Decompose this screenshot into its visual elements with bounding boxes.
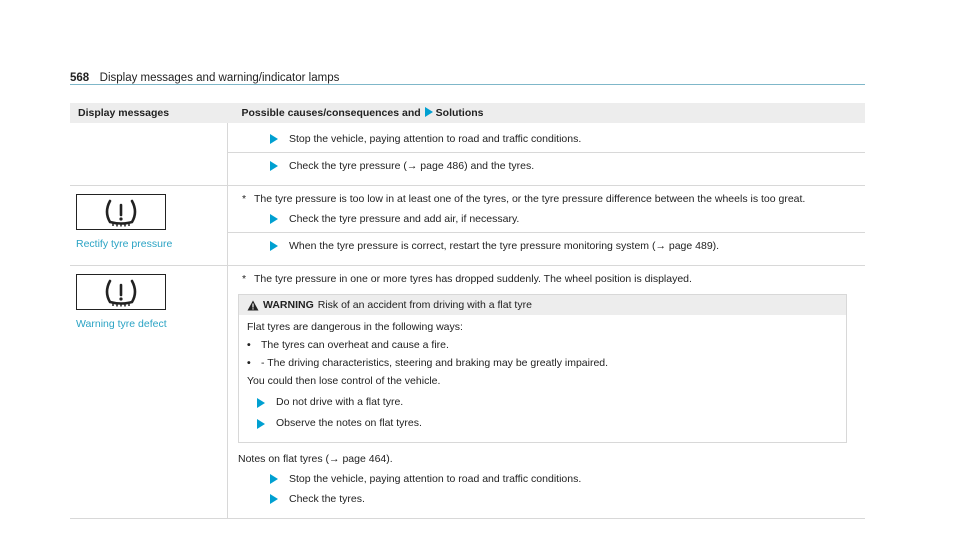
step-text: Check the tyre pressure (→ page 486) and the tyres. xyxy=(289,160,535,172)
step-text: Check the tyres. xyxy=(289,493,365,505)
row2-causes-cell xyxy=(228,266,866,519)
arrow-right-icon xyxy=(425,107,433,117)
cause-marker: * xyxy=(242,273,247,285)
bullet-dot: • xyxy=(247,357,251,369)
arrow-right-icon xyxy=(270,494,278,504)
solution-step xyxy=(270,212,857,226)
table-header-row xyxy=(70,103,865,123)
arrow-right-icon xyxy=(257,419,265,429)
arrow-right-icon xyxy=(270,474,278,484)
table-row xyxy=(70,266,865,519)
warning-step xyxy=(257,417,838,430)
display-messages-table xyxy=(70,103,865,519)
step-text: Observe the notes on flat tyres. xyxy=(276,417,422,429)
col-solutions-header: Solutions xyxy=(435,107,484,119)
cause-description: The tyre pressure is too low in at least one of the tyres, or the tyre pressure difference between the wheels is too great. xyxy=(254,193,806,205)
tyre-pressure-warning-icon xyxy=(76,274,166,310)
warning-header xyxy=(239,295,846,315)
divider xyxy=(228,232,865,233)
message-label-rectify-tyre-pressure: Rectify tyre pressure xyxy=(76,238,173,250)
bullet-text: The tyres can overheat and cause a fire. xyxy=(261,339,449,351)
bullet-dot: • xyxy=(247,339,251,351)
row1-message-cell xyxy=(70,186,228,266)
cause-text xyxy=(242,273,857,286)
page-number: 568 xyxy=(70,72,90,84)
page-header xyxy=(70,68,865,85)
row1-causes-cell xyxy=(228,186,866,266)
warning-triangle-icon xyxy=(247,300,259,311)
list-item xyxy=(247,357,838,370)
col-causes-header-left: Possible causes/consequences and xyxy=(241,107,421,119)
step-text: Do not drive with a flat tyre. xyxy=(276,396,404,408)
note-text: Notes on flat tyres (→ page 464). xyxy=(238,453,393,465)
cause-description: The tyre pressure in one or more tyres has dropped suddenly. The wheel position is displayed. xyxy=(254,273,692,285)
table-row xyxy=(70,123,865,186)
table-row xyxy=(70,186,865,266)
col-display-messages-header: Display messages xyxy=(70,103,228,123)
row0-message-cell xyxy=(70,123,228,186)
page-title: Display messages and warning/indicator lamps xyxy=(99,72,340,84)
arrow-right-icon xyxy=(270,241,278,251)
arrow-right-icon xyxy=(257,398,265,408)
bullet-text: - The driving characteristics, steering and braking may be greatly impaired. xyxy=(261,357,609,369)
warning-intro: Flat tyres are dangerous in the following ways: xyxy=(247,321,463,333)
arrow-right-icon xyxy=(270,134,278,144)
step-text: Stop the vehicle, paying attention to road and traffic conditions. xyxy=(289,133,582,145)
message-label-warning-tyre-defect: Warning tyre defect xyxy=(76,318,167,330)
solution-step xyxy=(270,239,857,253)
warning-step xyxy=(257,396,838,409)
row2-message-cell xyxy=(70,266,228,519)
solution-step xyxy=(270,472,857,486)
arrow-right-icon xyxy=(270,214,278,224)
divider xyxy=(228,152,865,153)
solution-step xyxy=(270,159,857,173)
warning-body xyxy=(239,315,846,442)
warning-title: WARNING xyxy=(263,299,314,311)
cause-marker: * xyxy=(242,193,247,205)
warning-subtitle: Risk of an accident from driving with a flat tyre xyxy=(317,299,532,311)
list-item xyxy=(247,339,838,352)
warning-box xyxy=(238,294,847,443)
col-causes-header xyxy=(228,103,866,123)
warning-consequence: You could then lose control of the vehicle. xyxy=(247,375,441,387)
arrow-right-icon xyxy=(270,161,278,171)
step-text: When the tyre pressure is correct, restart the tyre pressure monitoring system (→ page 489). xyxy=(289,240,720,252)
step-text: Stop the vehicle, paying attention to road and traffic conditions. xyxy=(289,473,582,485)
solution-step xyxy=(270,132,857,146)
solution-step xyxy=(270,492,857,506)
cause-text xyxy=(242,193,857,206)
tyre-pressure-warning-icon xyxy=(76,194,166,230)
row0-causes-cell xyxy=(228,123,866,186)
step-text: Check the tyre pressure and add air, if necessary. xyxy=(289,213,520,225)
